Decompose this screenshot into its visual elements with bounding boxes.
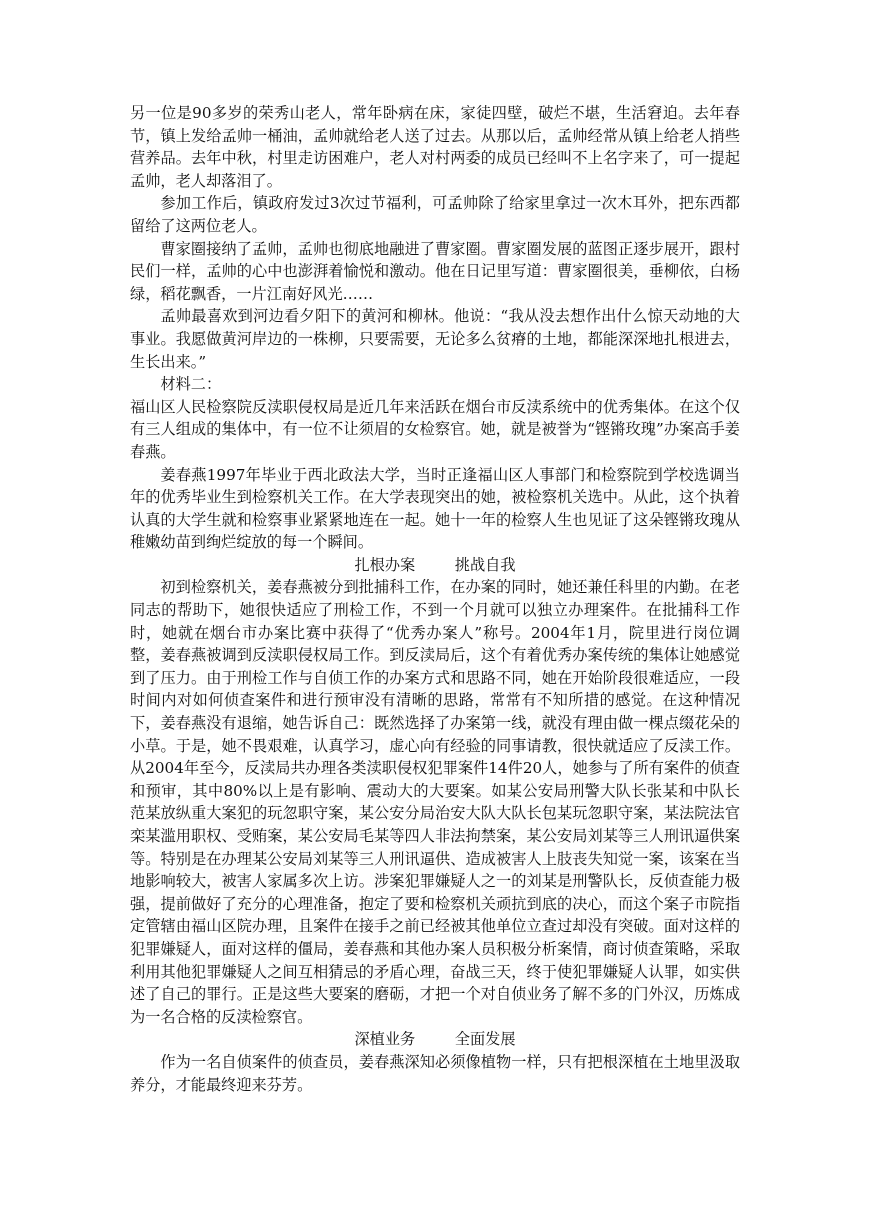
paragraph-case-handling: 初到检察机关，姜春燕被分到批捕科工作，在办案的同时，她还兼任科里的内勤。在老同志的帮助下，她很快适应了刑检工作，不到一个月就可以独立办理案件。在批捕科工作时，她就在烟台市办案比赛中获得了“优秀办案人”称号。2004年1月，院里进行岗位调整，姜春燕被调到反渎职侵权局工作。到反渎局后，这个有着优秀办案传统的集体让她感觉到了压力。由于刑检工作与自侦工作的办案方式和思路不同，她在开始阶段很难适应，一段时间内对如何侦查案件和进行预审没有清晰的思路，常常有不知所措的感觉。在这种情况下，姜春燕没有退缩，她告诉自己：既然选择了办案第一线，就没有理由做一棵点缀花朵的小草。于是，她不畏艰难，认真学习，虚心向有经验的同事请教，很快就适应了反渎工作。从2004年至今，反渎局共办理各类渎职侵权犯罪案件14件20人，她参与了所有案件的侦查和预审，其中80%以上是有影响、震动大的大要案。如某公安局刑警大队长张某和中队长范某放纵重大案犯的玩忽职守案，某公安分局治安大队大队长包某玩忽职守案，某法院法官栾某滥用职权、受贿案，某公安局毛某等四人非法拘禁案，某公安局刘某等三人刑讯逼供案等。特别是在办理某公安局刘某等三人刑讯逼供、造成被害人上肢丧失知觉一案，该案在当地影响较大，被害人家属多次上访。涉案犯罪嫌疑人之一的刘某是刑警队长，反侦查能力极强，提前做好了充分的心理准备，抱定了要和检察机关顽抗到底的决心，而这个案子市院指定管辖由福山区院办理，且案件在接手之前已经被其他单位立查过却没有突破。面对这样的犯罪嫌疑人，面对这样的僵局，姜春燕和其他办案人员积极分析案情，商讨侦查策略，采取利用其他犯罪嫌疑人之间互相猜忌的矛盾心理，奋战三天，终于使犯罪嫌疑人认罪，如实供述了自己的罪行。正是这些大要案的磨砺，才把一个对自侦业务了解不多的门外汉，历炼成为一名合格的反渎检察官。 <box>130 578 740 1026</box>
section-heading-1-right: 挑战自我 <box>454 555 516 574</box>
paragraph-holiday-benefits: 参加工作后，镇政府发过3次过节福利，可孟帅除了给家里拿过一次木耳外，把东西都留给了这两位老人。 <box>130 194 740 235</box>
section-heading-1 <box>130 554 740 577</box>
section-heading-1-left: 扎根办案 <box>354 555 416 574</box>
paragraph-yellow-river: 孟帅最喜欢到河边看夕阳下的黄河和柳林。他说：“我从没去想作出什么惊天动地的大事业。我愿做黄河岸边的一株柳，只要需要，无论多么贫瘠的土地，都能深深地扎根进去，生长出来。” <box>130 307 740 371</box>
paragraph-investigator: 作为一名自侦案件的侦查员，姜春燕深知必须像植物一样，只有把根深植在土地里汲取养分，才能最终迎来芬芳。 <box>130 1052 740 1094</box>
material-two-label: 材料二： <box>160 375 222 394</box>
section-heading-2-left: 深植业务 <box>354 1030 416 1049</box>
paragraph-fushan-procuratorate: 福山区人民检察院反渎职侵权局是近几年来活跃在烟台市反渎系统中的优秀集体。在这个仅有三人组成的集体中，有一位不让须眉的女检察官。她，就是被誉为“铿锵玫瑰”办案高手姜春燕。 <box>130 397 740 461</box>
paragraph-jiang-background: 姜春燕1997年毕业于西北政法大学，当时正逢福山区人事部门和检察院到学校选调当年的优秀毕业生到检察机关工作。在大学表现突出的她，被检察机关选中。从此，这个执着认真的大学生就和检察事业紧紧地连在一起。她十一年的检察人生也见证了这朵铿锵玫瑰从稚嫩幼苗到绚烂绽放的每一个瞬间。 <box>130 465 740 552</box>
paragraph-rongxiushan: 另一位是90多岁的荣秀山老人，常年卧病在床，家徒四壁，破烂不堪，生活窘迫。去年春节，镇上发给孟帅一桶油，孟帅就给老人送了过去。从那以后，孟帅经常从镇上给老人捎些营养品。去年中秋，村里走访困难户，老人对村两委的成员已经叫不上名字来了，可一提起孟帅，老人却落泪了。 <box>130 104 740 190</box>
paragraph-caojiaquan: 曹家圈接纳了孟帅，孟帅也彻底地融进了曹家圈。曹家圈发展的蓝图正逐步展开，跟村民们一样，孟帅的心中也澎湃着愉悦和激动。他在日记里写道：曹家圈很美，垂柳依，白杨绿，稻花飘香，一片江南好风光…… <box>130 239 740 303</box>
section-heading-2-right: 全面发展 <box>454 1030 516 1049</box>
document-page <box>130 102 740 1096</box>
section-heading-2 <box>130 1028 740 1051</box>
